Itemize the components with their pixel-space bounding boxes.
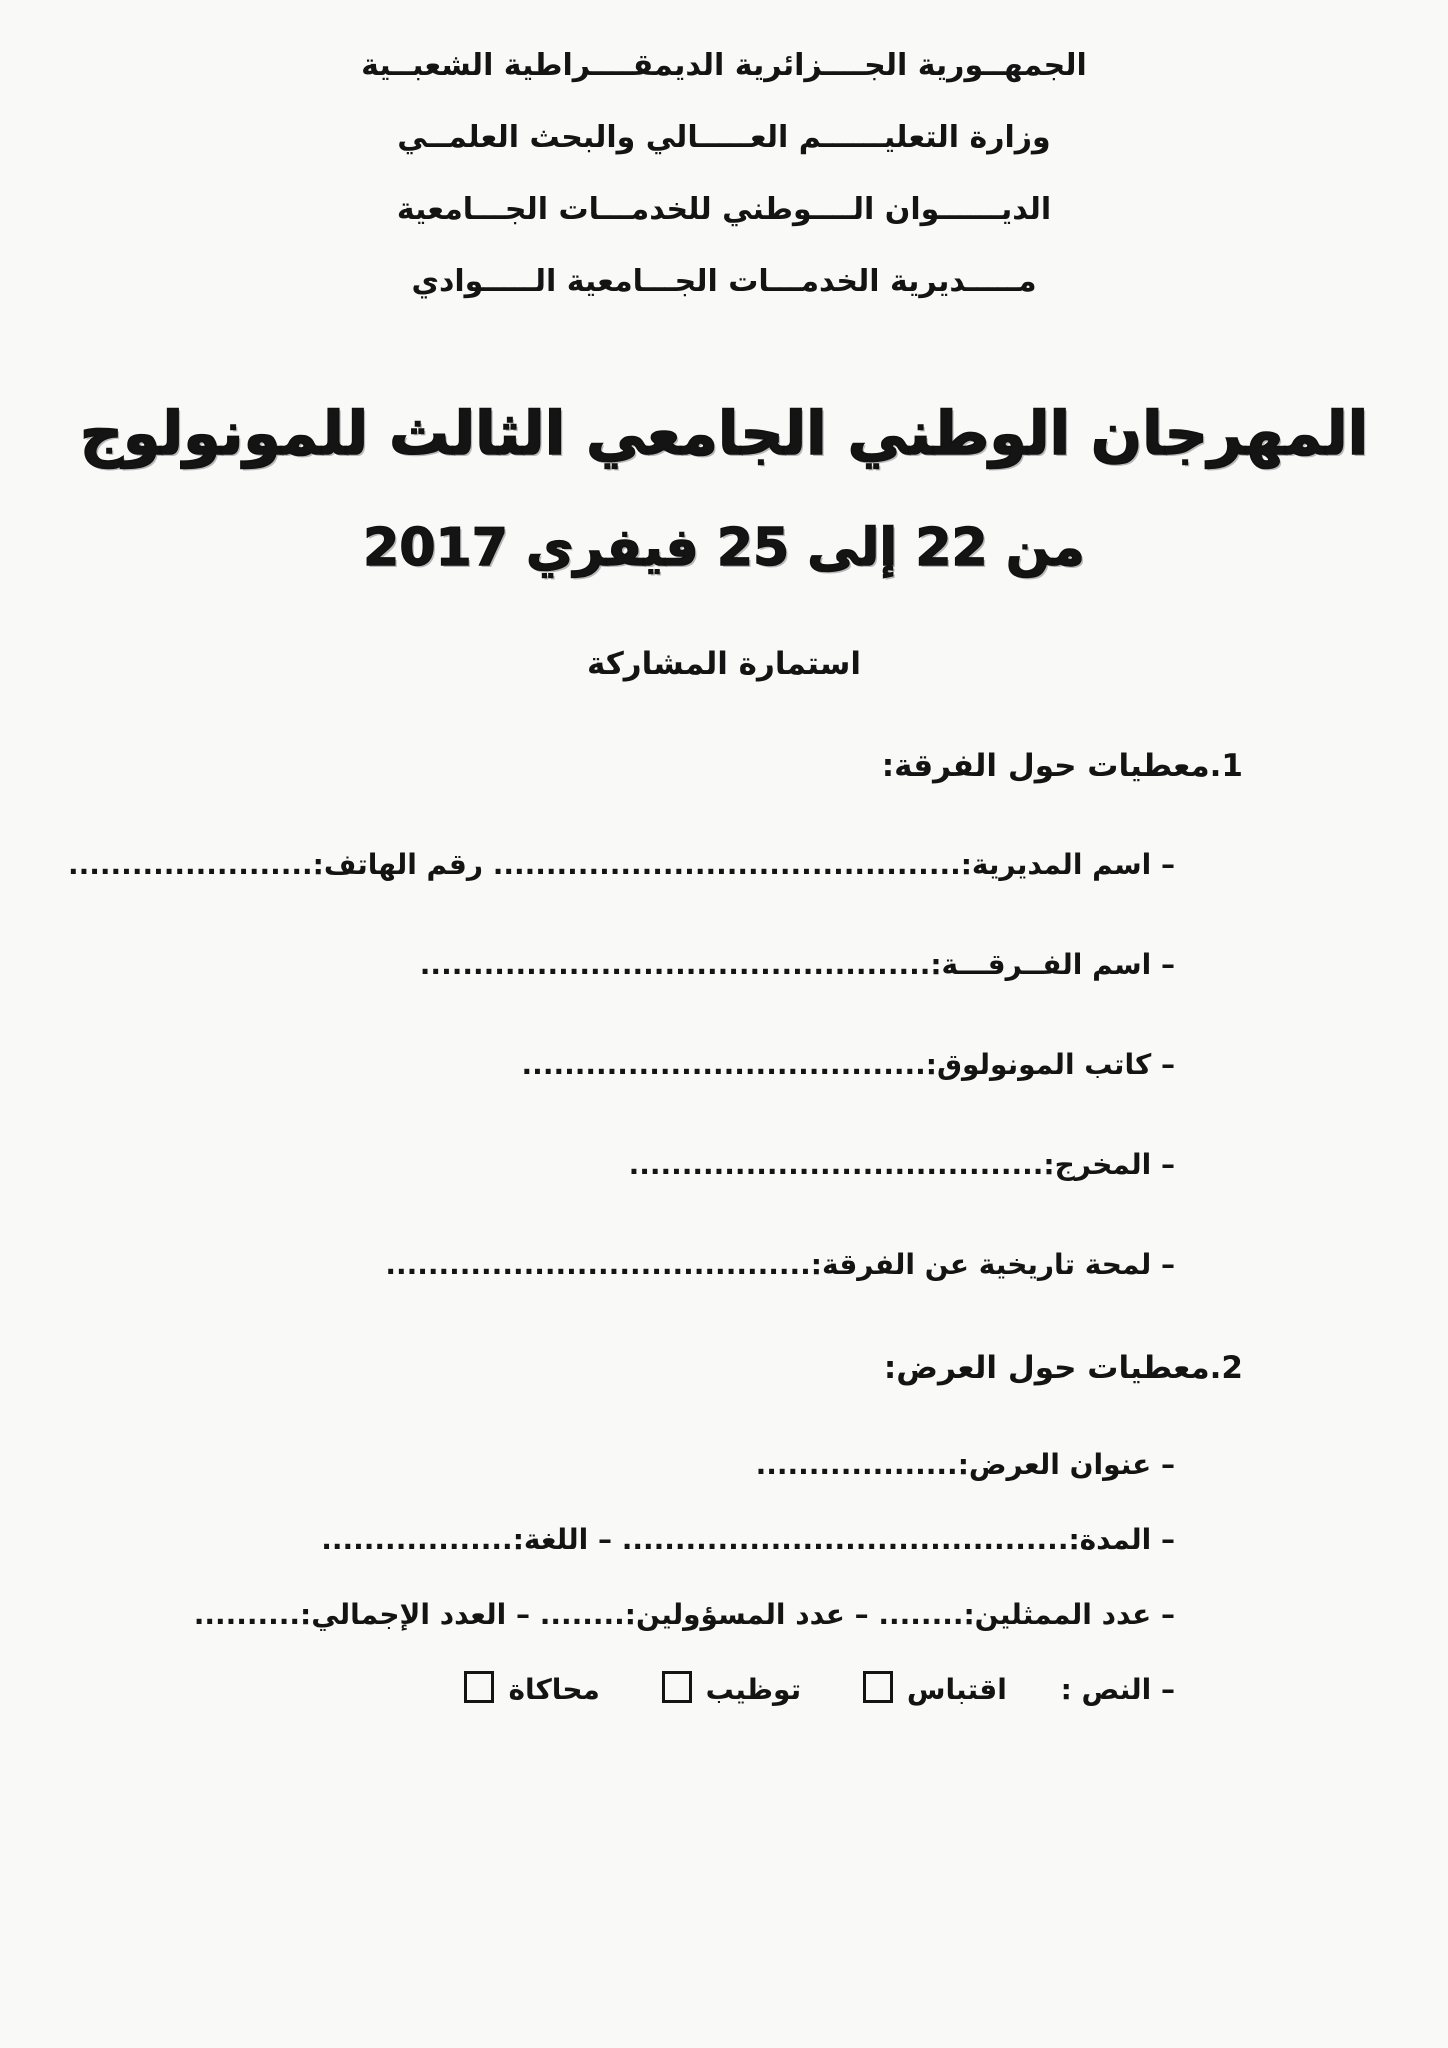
section-troupe-data: [0, 744, 1448, 1288]
option-adaptation-label: اقتباس: [906, 1673, 1007, 1706]
text-type-row: [0, 1667, 1175, 1713]
field-duration-language: – المدة:.......................................... – اللغة:..................: [321, 1523, 1175, 1556]
option-arrangement-label: توظيب: [705, 1673, 802, 1706]
festival-dates: من 22 إلى 25 فيفري 2017: [363, 518, 1085, 578]
header-line-office: الديــــــوان الــــوطني للخدمـــات الجـــامعية: [396, 192, 1052, 227]
field-director: – المخرج:.......................................: [628, 1148, 1175, 1181]
checkbox-adaptation[interactable]: [863, 1671, 893, 1703]
field-troupe-name: – اسم الفــرقـــة:................................................: [419, 948, 1175, 981]
text-type-label: – النص :: [1060, 1673, 1175, 1706]
option-imitation-label: محاكاة: [508, 1673, 600, 1706]
section-show-data: [0, 1346, 1448, 1713]
field-directorate-name-phone: – اسم المديرية:............................................ رقم الهاتف:.......................: [68, 848, 1175, 881]
field-show-title: – عنوان العرض:...................: [755, 1448, 1175, 1481]
field-troupe-history: – لمحة تاريخية عن الفرقة:........................................: [385, 1248, 1175, 1281]
form-title: استمارة المشاركة: [586, 646, 862, 682]
checkbox-imitation[interactable]: [464, 1671, 494, 1703]
section-troupe-heading: 1.معطيات حول الفرقة:: [881, 748, 1243, 784]
field-participant-counts: – عدد الممثلين:........ – عدد المسؤولين:........ – العدد الإجمالي:..........: [193, 1598, 1175, 1631]
checkbox-arrangement[interactable]: [662, 1671, 692, 1703]
field-monologue-writer: – كاتب المونولوق:......................................: [521, 1048, 1175, 1081]
festival-title: المهرجان الوطني الجامعي الثالث للمونولوج: [79, 399, 1369, 469]
header-line-directorate: مـــــديرية الخدمـــات الجـــامعية الـــــوادي: [411, 264, 1037, 299]
header-line-ministry: وزارة التعليــــــم العـــــالي والبحث العلمــي: [397, 120, 1051, 155]
official-header: [0, 30, 1448, 318]
section-show-heading: 2.معطيات حول العرض:: [883, 1350, 1243, 1386]
header-line-republic: الجمهــورية الجــــزائرية الديمقــــراطية الشعبــية: [361, 48, 1087, 83]
